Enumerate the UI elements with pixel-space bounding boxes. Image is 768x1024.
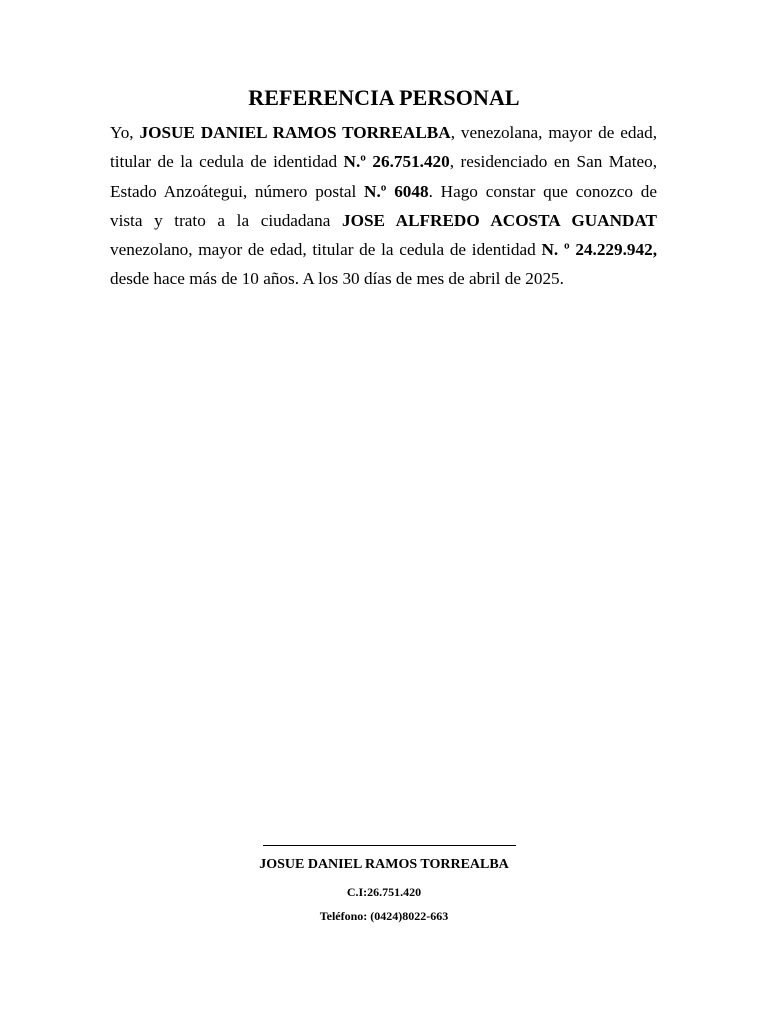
body-text-5: venezolano, mayor de edad, titular de la cedula de identidad: [110, 240, 542, 260]
signature-name: JOSUE DANIEL RAMOS TORREALBA: [259, 857, 509, 872]
document-title: REFERENCIA PERSONAL: [248, 85, 520, 110]
postal-code: N.º 6048: [364, 181, 429, 201]
declarant-name: JOSUE DANIEL RAMOS TORREALBA: [139, 123, 451, 142]
body-text-1: Yo,: [110, 123, 140, 142]
referenced-person-id-number: N. º 24.229.942,: [541, 240, 657, 260]
referenced-person-name: JOSE ALFREDO ACOSTA GUANDAT: [342, 210, 658, 230]
declarant-id-number: N.º 26.751.420: [343, 152, 450, 172]
signature-phone: Teléfono: (0424)8022-663: [319, 909, 449, 923]
body-text-3: , residenciado en San Mateo, Estado Anzoátegui, número postal: [110, 152, 658, 201]
signature-line: [263, 845, 516, 846]
body-text-6: desde hace más de 10 años. A los 30 días de mes de abril de 2025.: [110, 269, 564, 289]
body-text-2: , venezolana, mayor de edad, titular de la cedula de identidad: [110, 123, 658, 172]
signature-id: C.I:26.751.420: [346, 885, 422, 899]
body-paragraph: [110, 118, 657, 294]
body-text-4: . Hago constar que conozco de vista y trato a la ciudadana: [110, 181, 657, 230]
